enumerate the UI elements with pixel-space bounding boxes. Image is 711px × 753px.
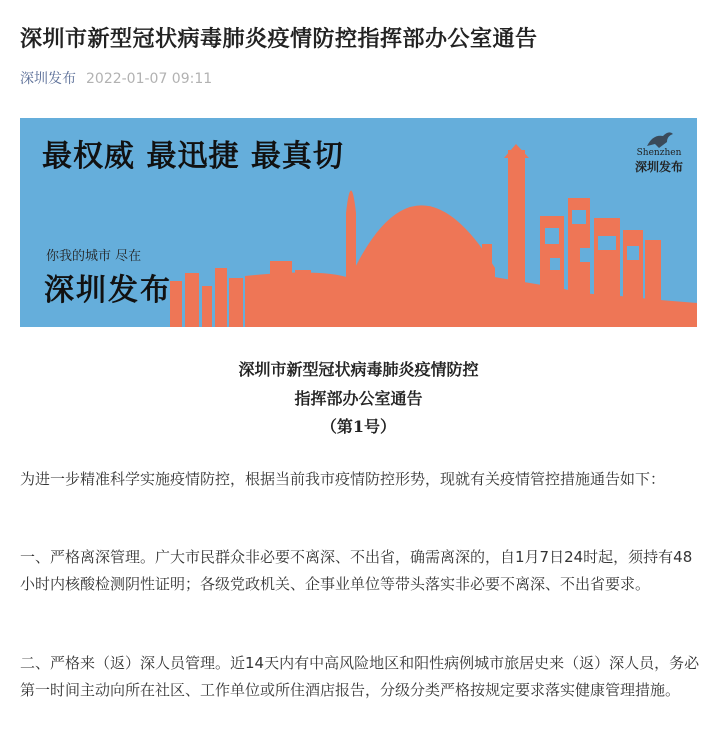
logo-english-text: Shenzhen: [636, 148, 682, 158]
banner-subtitle: 你我的城市 尽在: [46, 249, 142, 264]
notice-heading-line1: 深圳市新型冠状病毒肺炎疫情防控: [238, 360, 479, 379]
item1-paragraph: 一、严格离深管理。广大市民群众非必要不离深、不出省，确需离深的，自1月7日24时起，须持有48小时内核酸检测阴性证明；各级党政机关、企事业单位等带头落实非必要不离深、不出省要求。: [20, 548, 693, 593]
article-meta: [20, 68, 212, 88]
notice-number: （第1号）: [320, 417, 397, 436]
banner-image: [20, 118, 697, 327]
item2-paragraph: 二、严格来（返）深人员管理。近14天内有中高风险地区和阳性病例城市旅居史来（返）深人员，务必第一时间主动向所在社区、工作单位或所住酒店报告，分级分类严格按规定要求落实健康管理措施。: [20, 654, 700, 699]
logo-chinese-text: 深圳发布: [634, 160, 683, 174]
article-title: 深圳市新型冠状病毒肺炎疫情防控指挥部办公室通告: [20, 27, 538, 52]
crane-bird-icon: [645, 128, 675, 150]
notice-heading-line2: 指挥部办公室通告: [294, 389, 423, 408]
intro-paragraph: 为进一步精准科学实施疫情防控，根据当前我市疫情防控形势，现就有关疫情管控措施通告如下：: [20, 470, 666, 488]
banner-brand: 深圳发布: [44, 273, 172, 308]
banner-slogan: 最权威 最迅捷 最真切: [42, 139, 344, 174]
source-link[interactable]: 深圳发布: [20, 71, 76, 87]
shenzhen-logo: [623, 128, 695, 184]
publish-time: 2022-01-07 09:11: [86, 71, 213, 87]
